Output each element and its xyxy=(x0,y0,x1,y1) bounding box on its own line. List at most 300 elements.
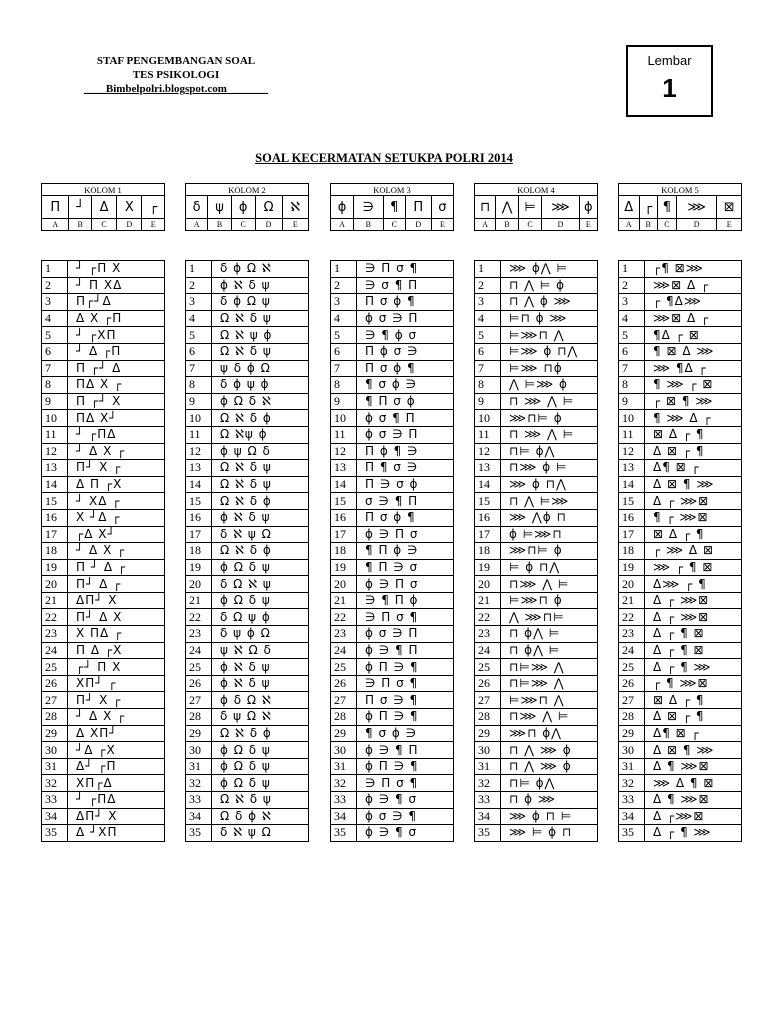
question-symbols: ϕ σ ∋ ¶ xyxy=(357,808,454,825)
kolom-2-questions xyxy=(185,260,309,842)
question-row xyxy=(475,808,598,825)
question-number: 22 xyxy=(475,609,501,626)
question-symbols: ⊓ ϕ ⋙ xyxy=(501,792,598,809)
question-number: 34 xyxy=(619,808,645,825)
key-symbol: ¶ xyxy=(657,196,676,219)
key-letter: D xyxy=(255,219,282,231)
question-number: 35 xyxy=(619,825,645,842)
question-row xyxy=(331,709,454,726)
question-row xyxy=(331,277,454,294)
question-symbols: ∋ ¶ ϕ σ xyxy=(357,327,454,344)
question-number: 31 xyxy=(42,758,68,775)
question-number: 12 xyxy=(331,443,357,460)
question-number: 21 xyxy=(475,592,501,609)
question-number: 19 xyxy=(475,559,501,576)
question-number: 1 xyxy=(331,261,357,278)
question-row xyxy=(186,360,309,377)
question-number: 2 xyxy=(42,277,68,294)
question-symbols: ┌¶ ⊠⋙ xyxy=(645,261,742,278)
question-row xyxy=(475,709,598,726)
question-row xyxy=(475,526,598,543)
question-row xyxy=(619,692,742,709)
question-symbols: ϕ Ω δ ψ xyxy=(212,559,309,576)
key-symbol: Δ xyxy=(619,196,640,219)
key-symbol: ϕ xyxy=(331,196,354,219)
kolom-5-key xyxy=(618,183,742,231)
question-row xyxy=(42,327,165,344)
question-symbols: Δ ¶ ⋙⊠ xyxy=(645,792,742,809)
kolom-heading: KOLOM 2 xyxy=(186,184,309,196)
question-symbols: Δ ┌ ¶ ⊠ xyxy=(645,642,742,659)
question-row xyxy=(331,825,454,842)
key-letter: D xyxy=(405,219,431,231)
question-number: 26 xyxy=(42,675,68,692)
question-number: 18 xyxy=(42,543,68,560)
key-letter: D xyxy=(676,219,716,231)
key-symbol: ⋀ xyxy=(496,196,518,219)
key-symbol: X xyxy=(117,196,142,219)
question-symbols: ⊓ ϕ⋀ ⊨ xyxy=(501,626,598,643)
question-row xyxy=(619,460,742,477)
key-letter: E xyxy=(282,219,308,231)
question-number: 25 xyxy=(42,659,68,676)
question-number: 31 xyxy=(619,758,645,775)
question-number: 35 xyxy=(186,825,212,842)
question-row xyxy=(186,725,309,742)
key-symbol: ┌ xyxy=(639,196,657,219)
question-number: 14 xyxy=(42,476,68,493)
key-symbol: ┘ xyxy=(69,196,92,219)
question-symbols: Ω ℵ δ ϕ xyxy=(212,410,309,427)
question-number: 12 xyxy=(186,443,212,460)
key-letter: E xyxy=(431,219,453,231)
question-row xyxy=(186,443,309,460)
question-symbols: ⊨⋙⊓ ⋀ xyxy=(501,692,598,709)
question-row xyxy=(331,675,454,692)
question-row xyxy=(42,775,165,792)
question-row xyxy=(475,592,598,609)
question-row xyxy=(619,709,742,726)
question-row xyxy=(42,476,165,493)
question-row xyxy=(186,675,309,692)
page-title-text: SOAL KECERMATAN SETUKPA POLRI 2014 xyxy=(255,151,513,165)
question-symbols: δ ℵ ψ Ω xyxy=(212,526,309,543)
question-number: 2 xyxy=(475,277,501,294)
question-number: 11 xyxy=(42,426,68,443)
question-symbols: Ω ℵ δ ϕ xyxy=(212,543,309,560)
question-number: 20 xyxy=(331,576,357,593)
question-symbols: ⊓ ⋀ ⊨ ϕ xyxy=(501,277,598,294)
question-row xyxy=(42,576,165,593)
question-symbols: ϕ Π ∋ ¶ xyxy=(357,758,454,775)
question-row xyxy=(475,360,598,377)
question-symbols: Π σ ϕ ¶ xyxy=(357,294,454,311)
question-number: 7 xyxy=(331,360,357,377)
question-symbols: ⊓⊨⋙ ⋀ xyxy=(501,675,598,692)
question-symbols: Δ ⊠ ┌ ¶ xyxy=(645,443,742,460)
question-number: 13 xyxy=(331,460,357,477)
key-letter: B xyxy=(208,219,232,231)
question-symbols: Π ┌┘ Δ xyxy=(68,360,165,377)
question-number: 8 xyxy=(186,377,212,394)
question-symbols: Ω ℵ δ ϕ xyxy=(212,725,309,742)
question-number: 29 xyxy=(42,725,68,742)
question-row xyxy=(186,775,309,792)
question-row xyxy=(331,543,454,560)
question-row xyxy=(475,609,598,626)
question-number: 21 xyxy=(186,592,212,609)
question-row xyxy=(186,343,309,360)
question-symbols: Ω ℵ ψ ϕ xyxy=(212,327,309,344)
question-number: 7 xyxy=(42,360,68,377)
question-number: 23 xyxy=(42,626,68,643)
question-symbols: Δ¶ ⊠ ┌ xyxy=(645,460,742,477)
question-number: 30 xyxy=(42,742,68,759)
key-letter: A xyxy=(186,219,208,231)
question-row xyxy=(619,792,742,809)
question-symbols: Π ¶ σ ∋ xyxy=(357,460,454,477)
document-header xyxy=(56,54,296,96)
question-number: 13 xyxy=(186,460,212,477)
question-row xyxy=(619,626,742,643)
question-row xyxy=(186,559,309,576)
question-row xyxy=(186,692,309,709)
key-letter: D xyxy=(117,219,142,231)
question-number: 19 xyxy=(619,559,645,576)
question-number: 10 xyxy=(331,410,357,427)
question-row xyxy=(331,725,454,742)
question-symbols: δ ℵ ψ Ω xyxy=(212,825,309,842)
question-symbols: ⊨ ϕ ⊓⋀ xyxy=(501,559,598,576)
question-number: 19 xyxy=(42,559,68,576)
question-row xyxy=(186,327,309,344)
question-row xyxy=(475,825,598,842)
question-row xyxy=(186,509,309,526)
question-symbols: ϕ Π ∋ ¶ xyxy=(357,659,454,676)
question-row xyxy=(42,559,165,576)
question-symbols: ⊨⋙ ϕ ⊓⋀ xyxy=(501,343,598,360)
question-number: 29 xyxy=(331,725,357,742)
question-row xyxy=(331,526,454,543)
question-number: 10 xyxy=(186,410,212,427)
question-row xyxy=(331,742,454,759)
question-symbols: δ ϕ Ω ψ xyxy=(212,294,309,311)
question-number: 33 xyxy=(619,792,645,809)
question-number: 22 xyxy=(186,609,212,626)
key-letter: C xyxy=(91,219,116,231)
kolom-heading: KOLOM 5 xyxy=(619,184,742,196)
key-symbol: ⊠ xyxy=(717,196,742,219)
question-row xyxy=(186,393,309,410)
question-row xyxy=(619,642,742,659)
question-row xyxy=(619,509,742,526)
question-symbols: ϕ ∋ ¶ Π xyxy=(357,742,454,759)
question-symbols: Δ ┌ ¶ ⋙ xyxy=(645,825,742,842)
question-symbols: ¶ σ ϕ ∋ xyxy=(357,377,454,394)
question-row xyxy=(475,261,598,278)
question-number: 3 xyxy=(186,294,212,311)
question-number: 11 xyxy=(619,426,645,443)
question-number: 18 xyxy=(619,543,645,560)
question-symbols: ∋ Π σ ¶ xyxy=(357,675,454,692)
question-row xyxy=(619,261,742,278)
question-number: 12 xyxy=(42,443,68,460)
header-website: ____Bimbelpolri.blogspot.com _______ xyxy=(83,83,269,95)
question-row xyxy=(475,725,598,742)
question-symbols: Ω ℵ δ ψ xyxy=(212,460,309,477)
question-symbols: ┘ Δ X ┌ xyxy=(68,543,165,560)
question-symbols: Δ¶ ⊠ ┌ xyxy=(645,725,742,742)
kolom-1-questions xyxy=(41,260,165,842)
question-symbols: Π ϕ ¶ ∋ xyxy=(357,443,454,460)
question-row xyxy=(331,310,454,327)
question-row xyxy=(619,758,742,775)
question-number: 13 xyxy=(619,460,645,477)
question-row xyxy=(475,559,598,576)
question-number: 8 xyxy=(475,377,501,394)
question-row xyxy=(42,758,165,775)
question-row xyxy=(619,360,742,377)
question-symbols: ┘ Δ ┌Π xyxy=(68,343,165,360)
question-row xyxy=(186,410,309,427)
question-symbols: Π┘ Δ ┌ xyxy=(68,576,165,593)
question-symbols: Δ┘ ┌Π xyxy=(68,758,165,775)
question-symbols: ϕ Ω δ ℵ xyxy=(212,393,309,410)
question-row xyxy=(475,476,598,493)
question-row xyxy=(186,277,309,294)
question-symbols: ¶ ⊠ Δ ⋙ xyxy=(645,343,742,360)
question-number: 26 xyxy=(619,675,645,692)
question-number: 31 xyxy=(331,758,357,775)
question-row xyxy=(186,460,309,477)
question-number: 7 xyxy=(186,360,212,377)
question-row xyxy=(42,626,165,643)
question-row xyxy=(42,642,165,659)
question-symbols: ¶ Π ∋ σ xyxy=(357,559,454,576)
question-symbols: ⋙⊠ Δ ┌ xyxy=(645,310,742,327)
question-symbols: Δ ¶ ⋙⊠ xyxy=(645,758,742,775)
question-row xyxy=(42,659,165,676)
question-number: 20 xyxy=(619,576,645,593)
question-number: 18 xyxy=(331,543,357,560)
question-row xyxy=(331,410,454,427)
question-number: 26 xyxy=(475,675,501,692)
question-row xyxy=(475,493,598,510)
question-number: 24 xyxy=(475,642,501,659)
question-row xyxy=(42,310,165,327)
question-number: 24 xyxy=(619,642,645,659)
question-number: 7 xyxy=(619,360,645,377)
key-symbol: Π xyxy=(405,196,431,219)
key-symbol: Π xyxy=(42,196,69,219)
question-symbols: Δ X ┌Π xyxy=(68,310,165,327)
question-number: 15 xyxy=(186,493,212,510)
question-number: 33 xyxy=(475,792,501,809)
question-row xyxy=(619,675,742,692)
question-row xyxy=(619,609,742,626)
question-number: 25 xyxy=(475,659,501,676)
question-symbols: Π┘ Δ X xyxy=(68,609,165,626)
question-symbols: ⊨⋙⊓ ⋀ xyxy=(501,327,598,344)
question-number: 35 xyxy=(42,825,68,842)
question-number: 13 xyxy=(475,460,501,477)
question-symbols: ⊓⋙ ⋀ ⊨ xyxy=(501,709,598,726)
question-number: 3 xyxy=(475,294,501,311)
question-symbols: ΠΔ X┘ xyxy=(68,410,165,427)
question-row xyxy=(42,410,165,427)
question-row xyxy=(42,675,165,692)
kolom-heading: KOLOM 3 xyxy=(331,184,454,196)
question-symbols: ¶ Π σ ϕ xyxy=(357,393,454,410)
question-row xyxy=(619,277,742,294)
question-number: 32 xyxy=(475,775,501,792)
question-symbols: ΔΠ┘ X xyxy=(68,592,165,609)
question-symbols: δ Ω ψ ϕ xyxy=(212,609,309,626)
question-symbols: ⊠ Δ ┌ ¶ xyxy=(645,526,742,543)
question-number: 15 xyxy=(619,493,645,510)
question-row xyxy=(331,426,454,443)
question-symbols: Π σ ϕ ¶ xyxy=(357,360,454,377)
key-symbol: σ xyxy=(431,196,453,219)
question-number: 24 xyxy=(42,642,68,659)
question-number: 28 xyxy=(331,709,357,726)
question-number: 14 xyxy=(475,476,501,493)
question-number: 15 xyxy=(475,493,501,510)
question-number: 10 xyxy=(475,410,501,427)
kolom-3-questions xyxy=(330,260,454,842)
question-symbols: ϕ ℵ δ ψ xyxy=(212,277,309,294)
question-symbols: Δ ⊠ ┌ ¶ xyxy=(645,709,742,726)
key-symbol: ℵ xyxy=(282,196,308,219)
question-number: 30 xyxy=(186,742,212,759)
question-row xyxy=(42,692,165,709)
question-symbols: ∋ ¶ Π ϕ xyxy=(357,592,454,609)
question-number: 1 xyxy=(42,261,68,278)
question-number: 17 xyxy=(475,526,501,543)
question-number: 17 xyxy=(331,526,357,543)
question-symbols: ¶ ┌ ⋙⊠ xyxy=(645,509,742,526)
question-number: 30 xyxy=(331,742,357,759)
question-row xyxy=(331,659,454,676)
question-row xyxy=(186,709,309,726)
question-row xyxy=(42,426,165,443)
question-number: 13 xyxy=(42,460,68,477)
question-symbols: ┌┘ Π X xyxy=(68,659,165,676)
question-number: 4 xyxy=(42,310,68,327)
header-line-1: STAF PENGEMBANGAN SOAL xyxy=(96,55,256,67)
question-number: 28 xyxy=(619,709,645,726)
question-symbols: Δ ┌ ⋙⊠ xyxy=(645,609,742,626)
key-symbol: ┌ xyxy=(142,196,165,219)
question-number: 15 xyxy=(331,493,357,510)
question-symbols: Π┘ X ┌ xyxy=(68,460,165,477)
question-number: 26 xyxy=(331,675,357,692)
question-number: 9 xyxy=(186,393,212,410)
question-symbols: δ ϕ ψ ϕ xyxy=(212,377,309,394)
question-row xyxy=(331,360,454,377)
question-number: 1 xyxy=(186,261,212,278)
key-letter: E xyxy=(579,219,597,231)
question-row xyxy=(619,443,742,460)
question-symbols: ⊓⋙ ⋀ ⊨ xyxy=(501,576,598,593)
question-symbols: ┘ ┌XΠ xyxy=(68,327,165,344)
question-symbols: ¶ σ ϕ ∋ xyxy=(357,725,454,742)
question-row xyxy=(619,808,742,825)
question-symbols: Ω ℵ δ ψ xyxy=(212,343,309,360)
question-symbols: ⋙ ϕ ⊓⋀ xyxy=(501,476,598,493)
question-number: 7 xyxy=(475,360,501,377)
question-row xyxy=(475,642,598,659)
question-row xyxy=(42,526,165,543)
question-row xyxy=(475,576,598,593)
question-symbols: ϕ ⊨⋙⊓ xyxy=(501,526,598,543)
key-letter: B xyxy=(69,219,92,231)
question-symbols: ¶ Π ϕ ∋ xyxy=(357,543,454,560)
question-symbols: Δ ┌⋙⊠ xyxy=(645,808,742,825)
question-row xyxy=(619,725,742,742)
question-symbols: ┘Δ ┌X xyxy=(68,742,165,759)
question-symbols: ⊨⊓ ϕ ⋙ xyxy=(501,310,598,327)
question-number: 4 xyxy=(331,310,357,327)
question-row xyxy=(331,294,454,311)
question-number: 1 xyxy=(619,261,645,278)
question-number: 11 xyxy=(186,426,212,443)
question-row xyxy=(186,261,309,278)
kolom-3-key xyxy=(330,183,454,231)
question-number: 16 xyxy=(475,509,501,526)
question-symbols: ┘ Π XΔ xyxy=(68,277,165,294)
question-symbols: ⋙ ⋀ϕ ⊓ xyxy=(501,509,598,526)
question-row xyxy=(186,526,309,543)
question-row xyxy=(331,493,454,510)
question-symbols: ⊓⊨ ϕ⋀ xyxy=(501,775,598,792)
question-number: 3 xyxy=(42,294,68,311)
question-symbols: ⊓ ⋀ ϕ ⋙ xyxy=(501,294,598,311)
question-symbols: ⊨⋙⊓ ϕ xyxy=(501,592,598,609)
question-symbols: Ω ℵ δ ψ xyxy=(212,792,309,809)
question-symbols: ψ ℵ Ω δ xyxy=(212,642,309,659)
question-number: 6 xyxy=(619,343,645,360)
question-row xyxy=(619,825,742,842)
question-symbols: Ω ℵ δ ψ xyxy=(212,310,309,327)
question-symbols: ┘ ┌ΠΔ xyxy=(68,426,165,443)
question-symbols: Π σ ϕ ¶ xyxy=(357,509,454,526)
question-row xyxy=(619,559,742,576)
question-row xyxy=(331,692,454,709)
question-symbols: σ ∋ ¶ Π xyxy=(357,493,454,510)
question-symbols: Π┘ X ┌ xyxy=(68,692,165,709)
question-row xyxy=(331,377,454,394)
question-number: 22 xyxy=(42,609,68,626)
key-letter: B xyxy=(496,219,518,231)
question-number: 32 xyxy=(331,775,357,792)
question-symbols: ⋙⊓⊨ ϕ xyxy=(501,410,598,427)
key-letter: C xyxy=(231,219,255,231)
question-row xyxy=(186,742,309,759)
question-symbols: ¶ ⋙ ┌ ⊠ xyxy=(645,377,742,394)
question-symbols: Π Δ ┌X xyxy=(68,642,165,659)
question-symbols: Π σ ∋ ¶ xyxy=(357,692,454,709)
question-number: 18 xyxy=(475,543,501,560)
question-number: 32 xyxy=(42,775,68,792)
question-number: 20 xyxy=(186,576,212,593)
lembar-label: Lembar xyxy=(647,53,692,68)
question-symbols: ϕ ∋ ¶ Π xyxy=(357,642,454,659)
key-letter: E xyxy=(142,219,165,231)
question-symbols: ϕ σ ∋ Π xyxy=(357,626,454,643)
question-row xyxy=(619,310,742,327)
question-number: 14 xyxy=(331,476,357,493)
